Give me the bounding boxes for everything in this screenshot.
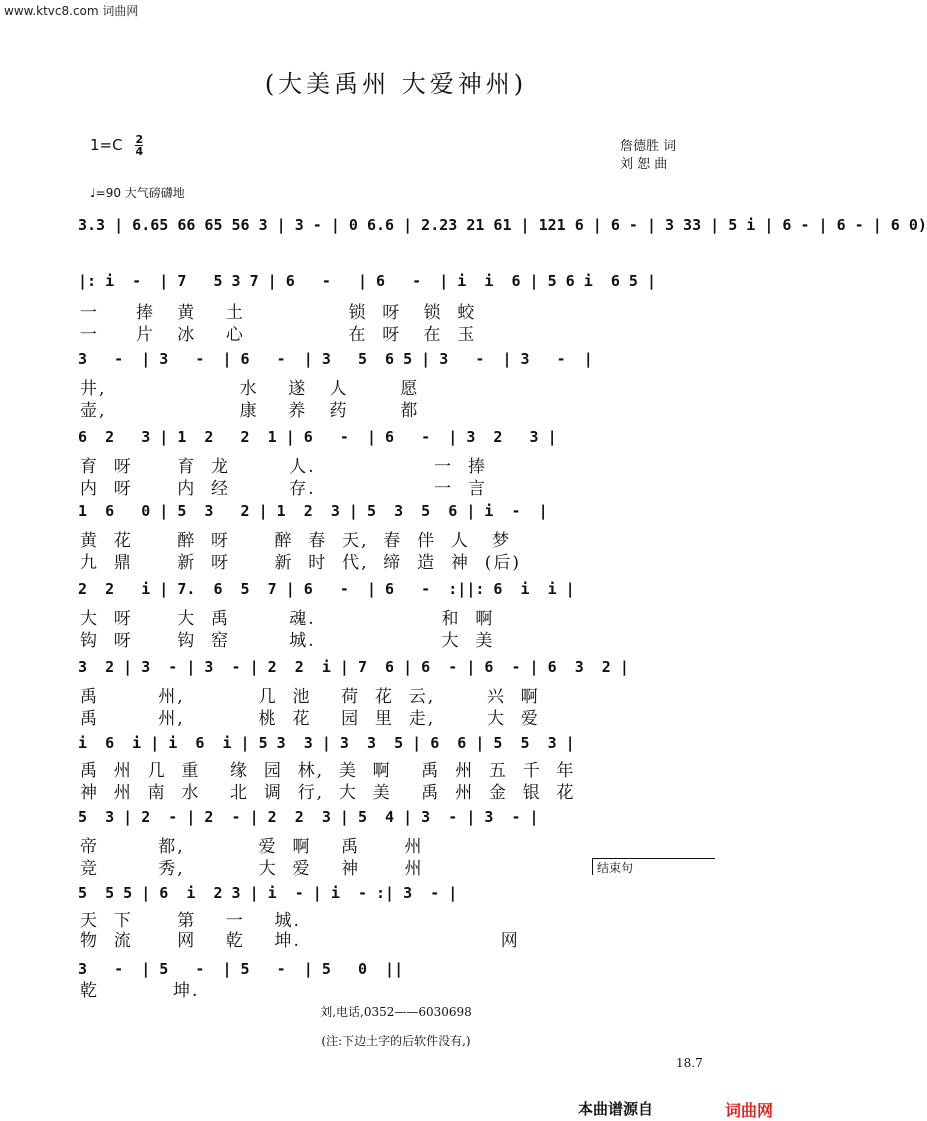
lyricist: 詹德胜 词	[620, 139, 677, 154]
time-bottom: 4	[135, 145, 144, 158]
site-logo: 词曲网	[725, 1101, 774, 1120]
lyrics-row-10-verse-1: 乾 坤.	[80, 981, 200, 1001]
source-label: 本曲谱源自	[578, 1100, 654, 1118]
lyrics-row-8-verse-2: 竞 秀, 大 爱 神 州	[80, 859, 424, 879]
key-label: 1=C	[90, 136, 123, 154]
end-phrase-label: 结束句	[592, 858, 715, 875]
notation-row-5: 2 2 i | 7. 6 5 7 | 6 - | 6 - :||: 6 i i |	[78, 580, 575, 598]
notation-row-8: 5 3 | 2 - | 2 - | 2 2 3 | 5 4 | 3 - | 3 - |	[78, 808, 539, 826]
watermark-text: www.ktvc8.com 词曲网	[4, 4, 139, 18]
lyrics-row-2-verse-1: 井, 水 遂 人 愿	[80, 379, 420, 399]
contact-phone: 刘,电话,0352——6030698	[320, 1005, 472, 1019]
credits	[620, 138, 676, 174]
lyrics-row-4-verse-1: 黄 花 醉 呀 醉 春 天, 春 伴 人 梦	[80, 531, 512, 551]
lyrics-row-7-verse-2: 神 州 南 水 北 调 行, 大 美 禹 州 金 银 花	[80, 783, 576, 803]
lyrics-row-3-verse-1: 育 呀 育 龙 人. 一 捧	[80, 457, 487, 477]
notation-row-9: 5 5 5 | 6 i 2 3 | i - | i - :| 3 - |	[78, 884, 458, 902]
lyrics-row-9-verse-2: 物 流 网 乾 坤. 网	[80, 931, 520, 951]
notation-row-6: 3 2 | 3 - | 3 - | 2 2 i | 7 6 | 6 - | 6 - | 6 3 2 |	[78, 658, 629, 676]
notation-row-0: 3.3 | 6.65 66 65 56 3 | 3 - | 0 6.6 | 2.23 21 61 | 121 6 | 6 - | 3 33 | 5 i | 6 - | 6 - | 6 0)	[78, 216, 927, 234]
footnote: (注:下边土字的后软件没有,)	[321, 1034, 471, 1048]
lyrics-row-4-verse-2: 九 鼎 新 呀 新 时 代, 缔 造 神 (后)	[80, 553, 521, 573]
tempo-marking: ♩=90 大气磅礴地	[90, 186, 185, 200]
notation-row-7: i 6 i | i 6 i | 5 3 3 | 3 3 5 | 6 6 | 5 5 3 |	[78, 734, 575, 752]
song-title: (大美禹州 大爱神州)	[264, 70, 528, 98]
lyrics-row-1-verse-2: 一 片 冰 心 在 呀 在 玉	[80, 325, 477, 345]
lyrics-row-7-verse-1: 禹 州 几 重 缘 园 林, 美 啊 禹 州 五 千 年	[80, 761, 576, 781]
notation-row-4: 1 6 0 | 5 3 2 | 1 2 3 | 5 3 5 6 | i - |	[78, 502, 548, 520]
lyrics-row-3-verse-2: 内 呀 内 经 存. 一 言	[80, 479, 487, 499]
composer: 刘 恕 曲	[620, 157, 668, 172]
lyrics-row-5-verse-2: 钩 呀 钩 窑 城. 大 美	[80, 631, 495, 651]
version-number: 18.7	[676, 1056, 703, 1070]
lyrics-row-1-verse-1: 一 捧 黄 土 锁 呀 锁 蛟	[80, 303, 477, 323]
time-top: 2	[135, 133, 144, 146]
key-signature	[90, 134, 143, 157]
notation-row-2: 3 - | 3 - | 6 - | 3 5 6 5 | 3 - | 3 - |	[78, 350, 593, 368]
notation-row-10: 3 - | 5 - | 5 - | 5 0 ||	[78, 960, 404, 978]
lyrics-row-6-verse-1: 禹 州, 几 池 荷 花 云, 兴 啊	[80, 687, 540, 707]
lyrics-row-5-verse-1: 大 呀 大 禹 魂. 和 啊	[80, 609, 495, 629]
lyrics-row-8-verse-1: 帝 都, 爱 啊 禹 州	[80, 837, 424, 857]
lyrics-row-6-verse-2: 禹 州, 桃 花 园 里 走, 大 爱	[80, 709, 540, 729]
lyrics-row-2-verse-2: 壶, 康 养 药 都	[80, 401, 420, 421]
notation-row-1: |: i - | 7 5 3 7 | 6 - | 6 - | i i 6 | 5 6 i 6 5 |	[78, 272, 656, 290]
notation-row-3: 6 2 3 | 1 2 2 1 | 6 - | 6 - | 3 2 3 |	[78, 428, 557, 446]
lyrics-row-9-verse-1: 天 下 第 一 城.	[80, 911, 301, 931]
time-signature	[135, 134, 143, 157]
